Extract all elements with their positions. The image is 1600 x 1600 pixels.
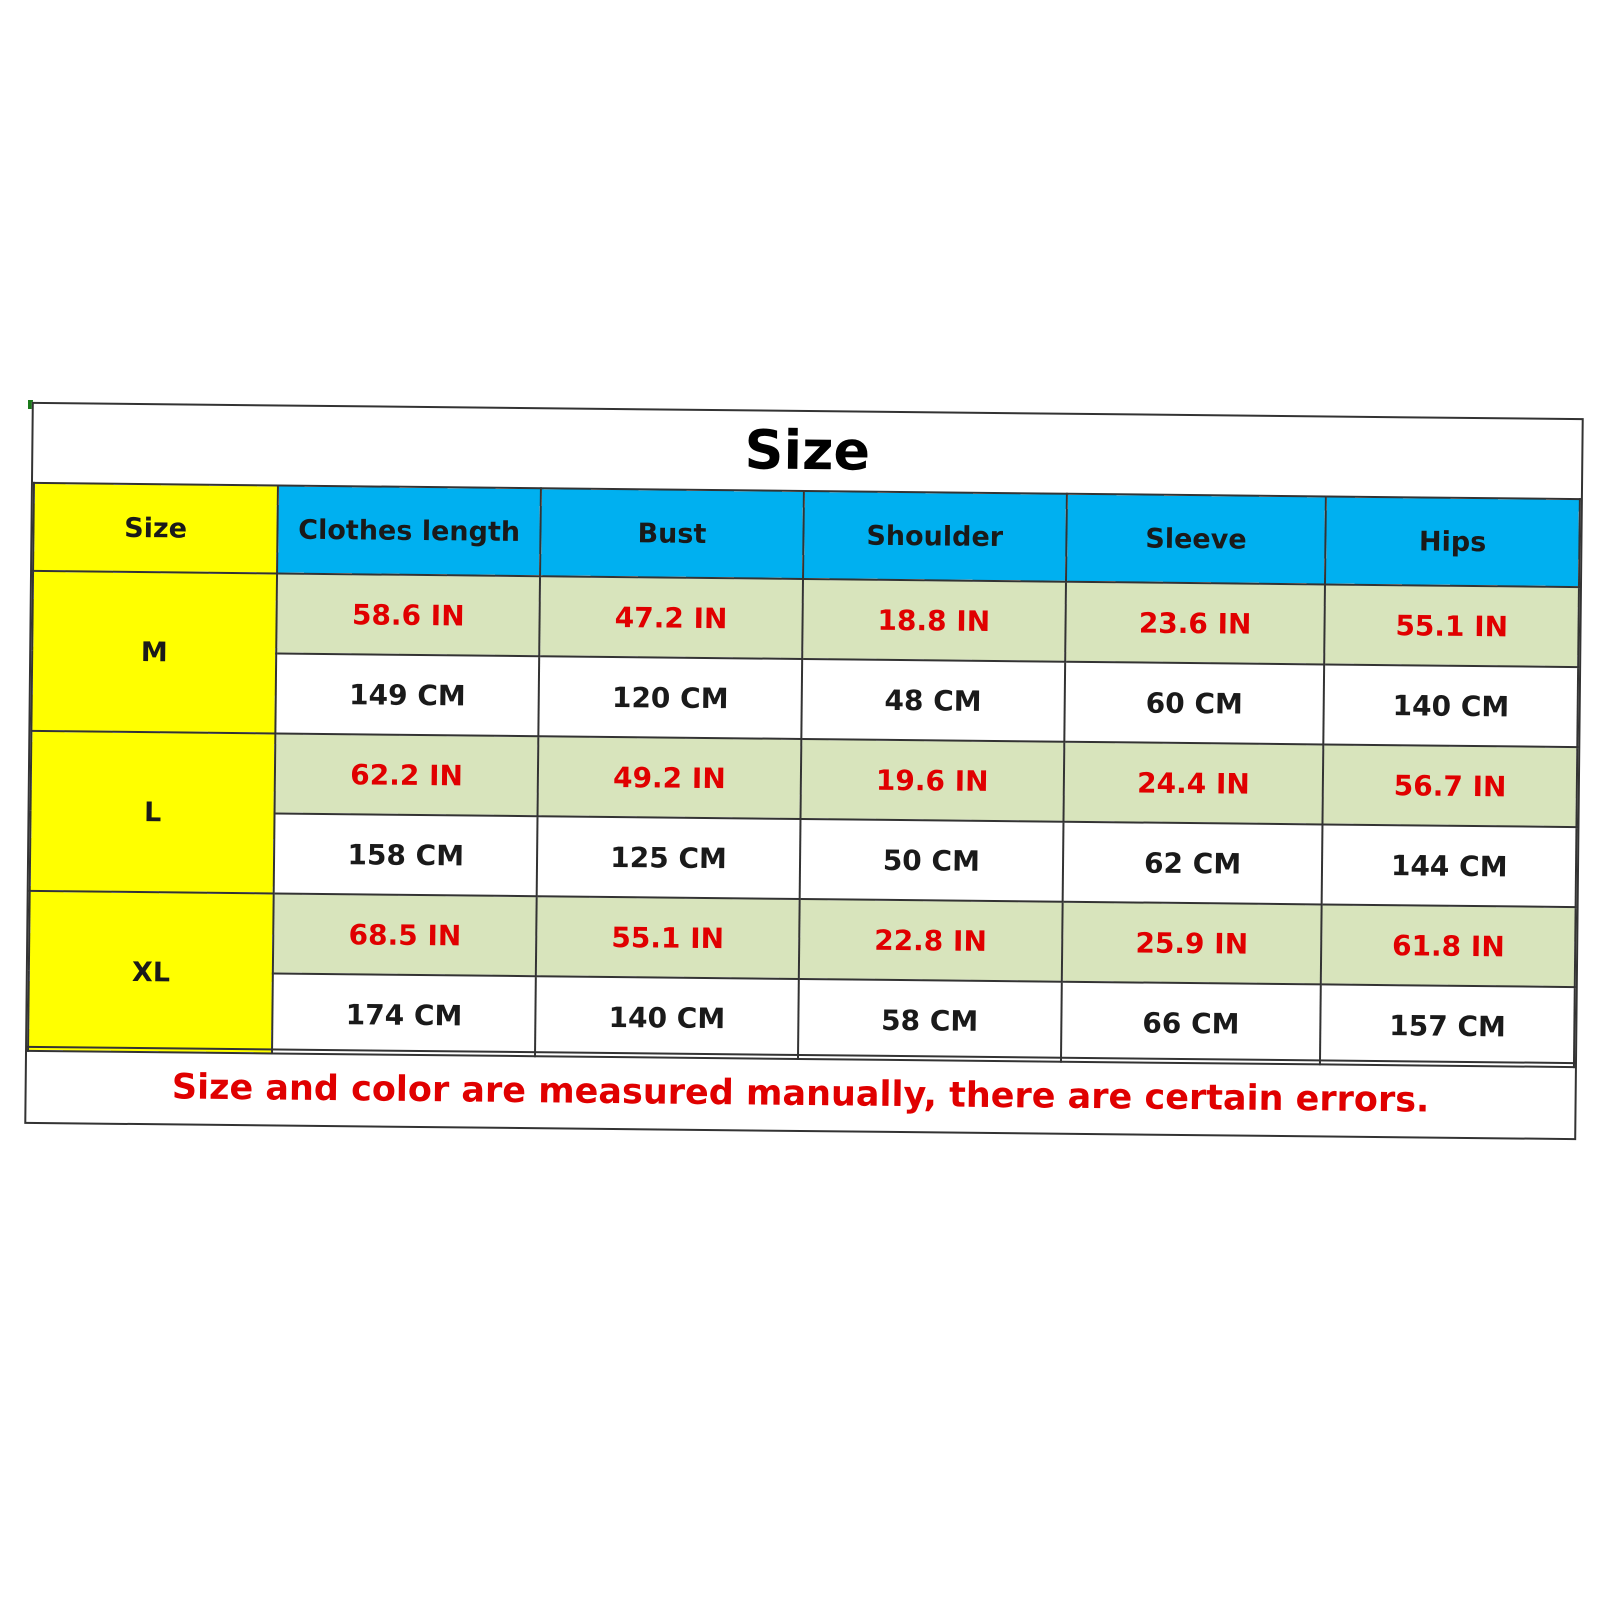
- table-row-l-inch: [31, 731, 1578, 827]
- header-size: Size: [33, 483, 278, 574]
- size-label-m: M: [31, 571, 277, 734]
- chart-title: Size: [744, 418, 871, 483]
- cell-m-hips-in: 55.1 IN: [1325, 584, 1579, 667]
- cell-xl-bust-cm: 140 CM: [535, 976, 799, 1059]
- cell-l-clothes-length-in: 62.2 IN: [275, 733, 539, 816]
- header-shoulder: Shoulder: [803, 491, 1067, 582]
- cell-m-clothes-length-in: 58.6 IN: [276, 573, 540, 656]
- cell-xl-bust-in: 55.1 IN: [536, 896, 800, 979]
- measurement-note: Size and color are measured manually, there are certain errors.: [26, 1046, 1575, 1138]
- cell-m-bust-in: 47.2 IN: [539, 576, 803, 659]
- size-label-xl: XL: [28, 891, 274, 1054]
- size-chart: [24, 402, 1583, 1140]
- cell-l-sleeve-cm: 62 CM: [1062, 822, 1323, 905]
- cell-m-clothes-length-cm: 149 CM: [276, 653, 540, 736]
- cell-m-sleeve-in: 23.6 IN: [1065, 582, 1326, 665]
- table-row-xl-inch: [29, 891, 1576, 987]
- size-label-l: L: [30, 731, 276, 894]
- cell-xl-sleeve-cm: 66 CM: [1061, 982, 1322, 1065]
- header-bust: Bust: [540, 488, 804, 579]
- size-table: [27, 482, 1581, 1068]
- cell-xl-shoulder-in: 22.8 IN: [799, 899, 1063, 982]
- cell-m-shoulder-in: 18.8 IN: [802, 579, 1066, 662]
- cell-l-bust-cm: 125 CM: [537, 816, 801, 899]
- cell-xl-shoulder-cm: 58 CM: [798, 979, 1062, 1062]
- cell-m-shoulder-cm: 48 CM: [801, 659, 1065, 742]
- cell-m-sleeve-cm: 60 CM: [1064, 662, 1325, 745]
- cell-xl-clothes-length-cm: 174 CM: [272, 973, 536, 1056]
- cell-l-hips-in: 56.7 IN: [1323, 744, 1577, 827]
- header-sleeve: Sleeve: [1066, 494, 1327, 585]
- cell-l-shoulder-cm: 50 CM: [800, 819, 1064, 902]
- cell-m-hips-cm: 140 CM: [1324, 664, 1578, 747]
- cell-xl-hips-in: 61.8 IN: [1321, 904, 1575, 987]
- table-row-m-inch: [32, 571, 1579, 667]
- cell-m-bust-cm: 120 CM: [538, 656, 802, 739]
- cell-l-hips-cm: 144 CM: [1322, 824, 1576, 907]
- cell-xl-hips-cm: 157 CM: [1320, 984, 1574, 1067]
- header-row: [33, 483, 1580, 587]
- cell-xl-clothes-length-in: 68.5 IN: [273, 893, 537, 976]
- cell-l-bust-in: 49.2 IN: [538, 736, 802, 819]
- cell-xl-sleeve-in: 25.9 IN: [1062, 902, 1323, 985]
- header-clothes-length: Clothes length: [277, 485, 541, 576]
- header-hips: Hips: [1325, 496, 1579, 587]
- cell-l-clothes-length-cm: 158 CM: [274, 813, 538, 896]
- cell-l-sleeve-in: 24.4 IN: [1063, 742, 1324, 825]
- cell-l-shoulder-in: 19.6 IN: [800, 739, 1064, 822]
